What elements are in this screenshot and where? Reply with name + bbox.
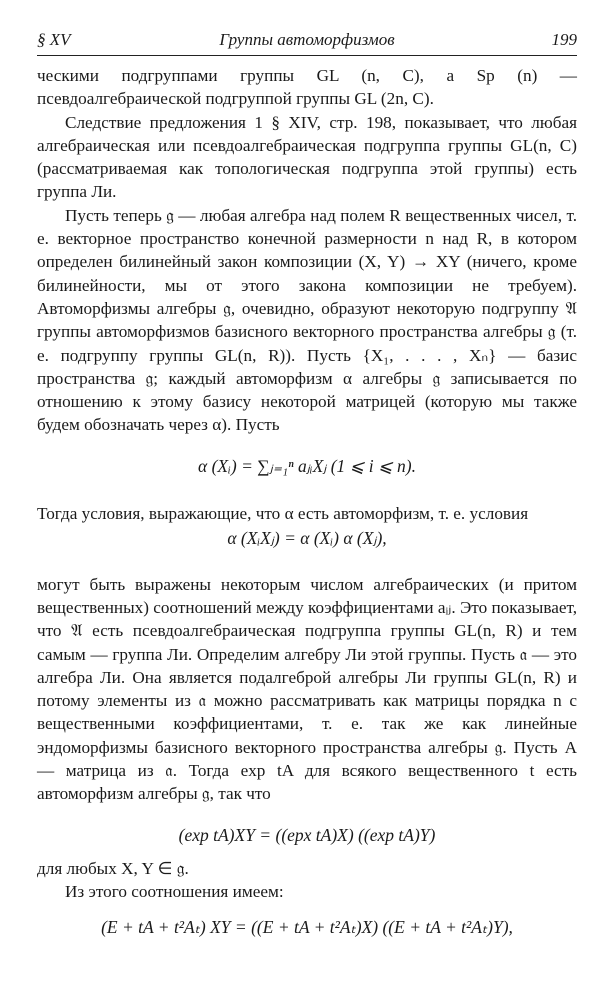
paragraph-for-any: для любых X, Y ∈ 𝔤.	[37, 858, 189, 878]
formula-exp: (exp tA)XY = ((epx tA)X) ((exp tA)Y)	[178, 824, 436, 845]
section-label: § XV	[37, 30, 71, 49]
running-header	[37, 30, 577, 52]
paragraph-continued: ческими подгруппами группы GL (n, C), а Sp (n) — псевдоалгебраической подгруппой группы GL (2n, C).	[37, 66, 577, 109]
paragraph-conditions: Тогда условия, выражающие, что α есть автоморфизм, т. е. условия	[37, 504, 529, 524]
page-body	[37, 64, 577, 939]
paragraph-corollary: Следствие предложения 1 § XIV, стр. 198, показывает, что любая алгебраическая или псевдоалгебраическая подгруппа группы GL(n, C) (рассматриваемая как топологическая подгруппа этой группы) есть группа Ли.	[37, 112, 577, 202]
paragraph-algebra-g: Пусть теперь 𝔤 — любая алгебра над полем R вещественных чисел, т. е. векторное пространство конечной размерности n над R, в котором определен билинейный закон композиции (X, Y) → XY (ничего, кроме билинейности, мы от этого закона композиции не требуем). Автоморфизмы алгебры 𝔤, очевидно, образуют некоторую подгруппу 𝔄 группы автоморфизмов базисного векторного пространства алгебры 𝔤 (т. е. подгруппу группы GL(n, R)). Пусть {X₁, . . . , Xₙ} — базис пространства 𝔤; каждый автоморфизм α алгебры 𝔤 записывается по отношению к этому базису некоторой матрицей (которую мы также будем обозначать через α). Пусть	[37, 205, 577, 435]
formula-automorphism-condition: α (XᵢXⱼ) = α (Xᵢ) α (Xⱼ),	[227, 528, 387, 549]
page-number: 199	[551, 30, 577, 49]
chapter-title: Группы автоморфизмов	[219, 30, 395, 49]
formula-expansion: (E + tA + t²Aₜ) XY = ((E + tA + t²Aₜ)X) ((E + tA + t²Aₜ)Y),	[101, 916, 513, 937]
formula-automorphism-matrix: α (Xᵢ) = ∑ⱼ₌₁ⁿ aⱼᵢXⱼ (1 ⩽ i ⩽ n).	[198, 455, 416, 476]
paragraph-lie-group: могут быть выражены некоторым числом алгебраических (и притом вещественных) соотношений между коэффициентами aᵢⱼ. Это показывает, что 𝔄 есть псевдоалгебраическая подгруппа группы GL(n, R) и тем самым — группа Ли. Определим алгебру Ли этой группы. Пусть 𝔞 — это алгебра Ли. Она является подалгеброй алгебры Ли группы GL(n, R) и потому элементы из 𝔞 можно рассматривать как матрицы порядка n с вещественными коэффициентами, т. е. так же как линейные эндоморфизмы базисного векторного пространства алгебры 𝔤. Пусть A — матрица из 𝔞. Тогда exp tA для всякого вещественного t есть автоморфизм алгебры 𝔤, так что	[37, 574, 577, 804]
header-rule	[37, 55, 577, 56]
paragraph-from-relation: Из этого соотношения имеем:	[65, 882, 284, 902]
